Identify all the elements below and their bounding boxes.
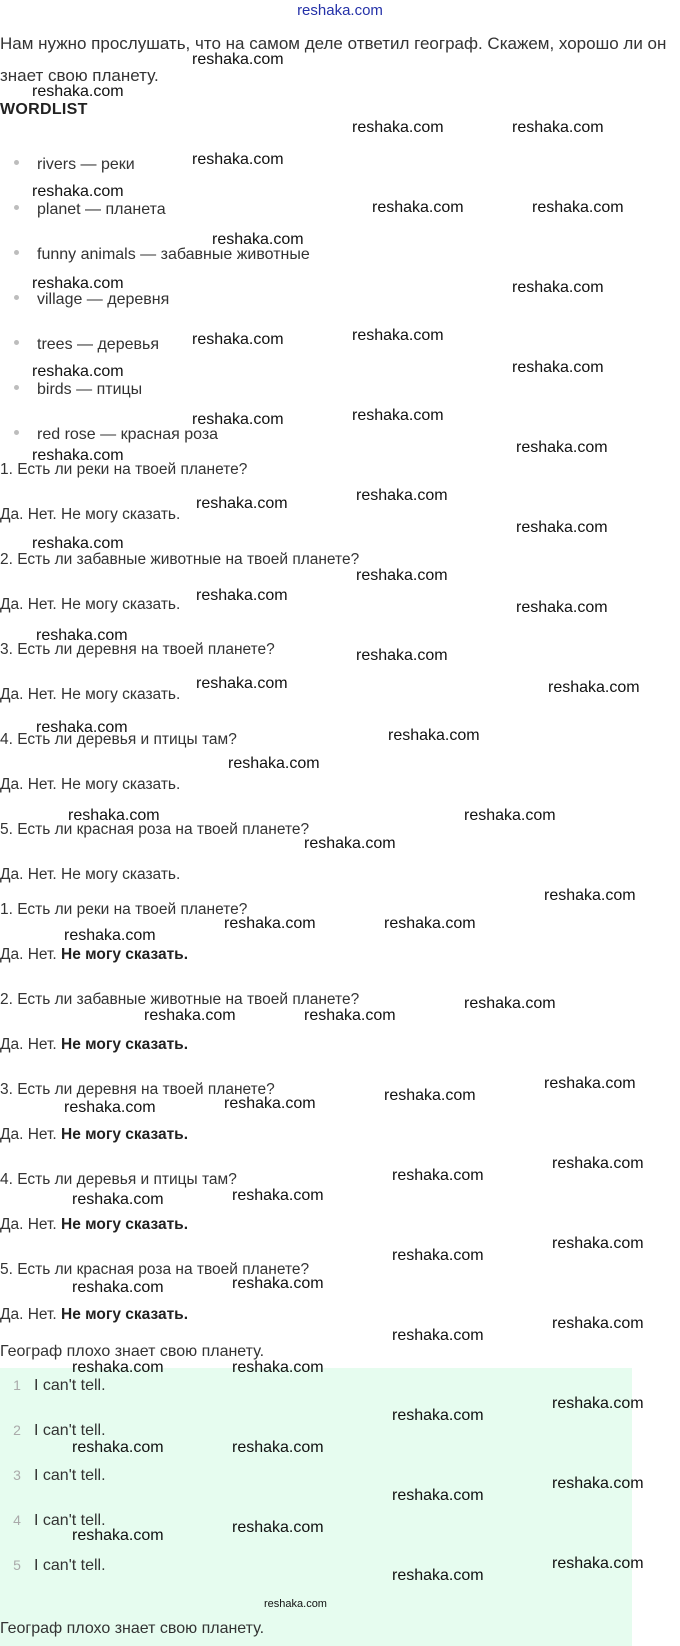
watermark: reshaka.com (232, 1439, 324, 1456)
watermark: reshaka.com (232, 1359, 324, 1376)
answer-selected: Не могу сказать. (61, 946, 188, 963)
answer-text: I can't tell. (34, 1467, 106, 1484)
bullet-icon (14, 160, 19, 165)
list-item (14, 201, 166, 219)
watermark: reshaka.com (516, 519, 608, 536)
bullet-icon (14, 250, 19, 255)
watermark: reshaka.com (516, 439, 608, 456)
list-item-text: planet — планета (37, 201, 166, 218)
watermark: reshaka.com (32, 447, 124, 464)
list-item (14, 426, 218, 444)
watermark: reshaka.com (512, 359, 604, 376)
watermark: reshaka.com (352, 327, 444, 344)
answer-with-choice (0, 946, 188, 964)
answer-plain: Да. Нет. (0, 1126, 57, 1143)
watermark: reshaka.com (384, 915, 476, 932)
answer-text: I can't tell. (34, 1377, 106, 1394)
watermark: reshaka.com (372, 199, 464, 216)
list-item-text: trees — деревья (37, 336, 159, 353)
watermark: reshaka.com (32, 83, 124, 100)
watermark: reshaka.com (72, 1359, 164, 1376)
list-item-text: birds — птицы (37, 381, 143, 398)
watermark: reshaka.com (352, 119, 444, 136)
question-text: 5. Есть ли красная роза на твоей планете? (0, 821, 310, 838)
watermark: reshaka.com (544, 887, 636, 904)
answer-row (0, 1467, 106, 1485)
list-item-text: funny animals — забавные животные (37, 246, 310, 263)
watermark: reshaka.com (304, 835, 396, 852)
watermark: reshaka.com (196, 495, 288, 512)
answer-plain: Да. Нет. (0, 1216, 57, 1233)
bullet-icon (14, 430, 19, 435)
answer-selected: Не могу сказать. (61, 1216, 188, 1233)
watermark: reshaka.com (32, 183, 124, 200)
watermark: reshaka.com (32, 535, 124, 552)
answer-text: I can't tell. (34, 1422, 106, 1439)
watermark: reshaka.com (552, 1155, 644, 1172)
answer-with-choice (0, 1306, 188, 1324)
watermark: reshaka.com (228, 755, 320, 772)
watermark: reshaka.com (392, 1487, 484, 1504)
watermark: reshaka.com (392, 1567, 484, 1584)
answer-number: 2 (13, 1422, 21, 1438)
answer-number: 3 (13, 1467, 21, 1483)
answer-with-choice (0, 1126, 188, 1144)
answer-with-choice (0, 1036, 188, 1054)
list-item-text: red rose — красная роза (37, 426, 219, 443)
answer-row (0, 1377, 106, 1395)
watermark: reshaka.com (352, 407, 444, 424)
site-header-link[interactable]: reshaka.com (297, 2, 383, 19)
watermark: reshaka.com (64, 1099, 156, 1116)
answer-options: Да. Нет. Не могу сказать. (0, 866, 181, 883)
watermark: reshaka.com (32, 363, 124, 380)
question-text: 3. Есть ли деревня на твоей планете? (0, 641, 275, 658)
answer-options: Да. Нет. Не могу сказать. (0, 506, 181, 523)
watermark: reshaka.com (356, 487, 448, 504)
watermark: reshaka.com (392, 1167, 484, 1184)
watermark: reshaka.com (392, 1407, 484, 1424)
watermark: reshaka.com (232, 1519, 324, 1536)
summary-text: Географ плохо знает свою планету. (0, 1620, 265, 1637)
watermark: reshaka.com (192, 331, 284, 348)
answer-text: I can't tell. (34, 1512, 106, 1529)
watermark: reshaka.com (36, 627, 128, 644)
answer-number: 5 (13, 1557, 21, 1573)
question-text: 4. Есть ли деревья и птицы там? (0, 731, 237, 748)
watermark: reshaka.com (232, 1187, 324, 1204)
watermark: reshaka.com (192, 151, 284, 168)
bullet-icon (14, 385, 19, 390)
list-item (14, 336, 159, 354)
list-item (14, 381, 142, 399)
answer-plain: Да. Нет. (0, 1036, 57, 1053)
watermark: reshaka.com (356, 647, 448, 664)
watermark: reshaka.com (192, 51, 284, 68)
watermark: reshaka.com (212, 231, 304, 248)
list-item (14, 291, 169, 309)
watermark: reshaka.com (32, 275, 124, 292)
answer-options: Да. Нет. Не могу сказать. (0, 686, 181, 703)
bullet-icon (14, 205, 19, 210)
bullet-icon (14, 340, 19, 345)
watermark: reshaka.com (72, 1279, 164, 1296)
answer-selected: Не могу сказать. (61, 1306, 188, 1323)
question-text: 4. Есть ли деревья и птицы там? (0, 1171, 237, 1188)
answer-plain: Да. Нет. (0, 946, 57, 963)
watermark: reshaka.com (552, 1475, 644, 1492)
watermark: reshaka.com (68, 807, 160, 824)
answer-plain: Да. Нет. (0, 1306, 57, 1323)
watermark: reshaka.com (532, 199, 624, 216)
watermark: reshaka.com (384, 1087, 476, 1104)
watermark: reshaka.com (552, 1235, 644, 1252)
answer-number: 4 (13, 1512, 21, 1528)
watermark: reshaka.com (72, 1439, 164, 1456)
answer-row (0, 1422, 106, 1440)
answer-selected: Не могу сказать. (61, 1036, 188, 1053)
watermark: reshaka.com (464, 807, 556, 824)
watermark: reshaka.com (192, 411, 284, 428)
summary-text: Географ плохо знает свою планету. (0, 1343, 265, 1360)
wordlist-title: WORDLIST (0, 101, 88, 118)
list-item-text: rivers — реки (37, 156, 135, 173)
watermark: reshaka.com (232, 1275, 324, 1292)
answer-options: Да. Нет. Не могу сказать. (0, 776, 181, 793)
question-text: 2. Есть ли забавные животные на твоей планете? (0, 991, 360, 1008)
watermark: reshaka.com (552, 1395, 644, 1412)
watermark: reshaka.com (72, 1191, 164, 1208)
watermark: reshaka.com (512, 279, 604, 296)
question-text: 3. Есть ли деревня на твоей планете? (0, 1081, 275, 1098)
watermark: reshaka.com (224, 1095, 316, 1112)
watermark: reshaka.com (356, 567, 448, 584)
question-text: 1. Есть ли реки на твоей планете? (0, 461, 248, 478)
answer-row (0, 1557, 106, 1575)
watermark: reshaka.com (512, 119, 604, 136)
bullet-icon (14, 295, 19, 300)
watermark: reshaka.com (552, 1315, 644, 1332)
watermark: reshaka.com (144, 1007, 236, 1024)
answer-options: Да. Нет. Не могу сказать. (0, 596, 181, 613)
watermark: reshaka.com (552, 1555, 644, 1572)
intro-text: Нам нужно прослушать, что на самом деле ответил географ. Скажем, хорошо ли он знает свою планету. (0, 34, 667, 85)
question-text: 1. Есть ли реки на твоей планете? (0, 901, 248, 918)
watermark: reshaka.com (388, 727, 480, 744)
watermark: reshaka.com (264, 1598, 327, 1610)
question-text: 5. Есть ли красная роза на твоей планете? (0, 1261, 310, 1278)
list-item-text: village — деревня (37, 291, 170, 308)
question-text: 2. Есть ли забавные животные на твоей планете? (0, 551, 360, 568)
watermark: reshaka.com (392, 1247, 484, 1264)
watermark: reshaka.com (392, 1327, 484, 1344)
watermark: reshaka.com (464, 995, 556, 1012)
watermark: reshaka.com (36, 719, 128, 736)
answer-text: I can't tell. (34, 1557, 106, 1574)
watermark: reshaka.com (72, 1527, 164, 1544)
answer-number: 1 (13, 1377, 21, 1393)
watermark: reshaka.com (196, 587, 288, 604)
answer-with-choice (0, 1216, 188, 1234)
watermark: reshaka.com (548, 679, 640, 696)
list-item (14, 156, 135, 174)
answer-selected: Не могу сказать. (61, 1126, 188, 1143)
watermark: reshaka.com (304, 1007, 396, 1024)
watermark: reshaka.com (224, 915, 316, 932)
watermark: reshaka.com (196, 675, 288, 692)
watermark: reshaka.com (516, 599, 608, 616)
watermark: reshaka.com (64, 927, 156, 944)
watermark: reshaka.com (544, 1075, 636, 1092)
